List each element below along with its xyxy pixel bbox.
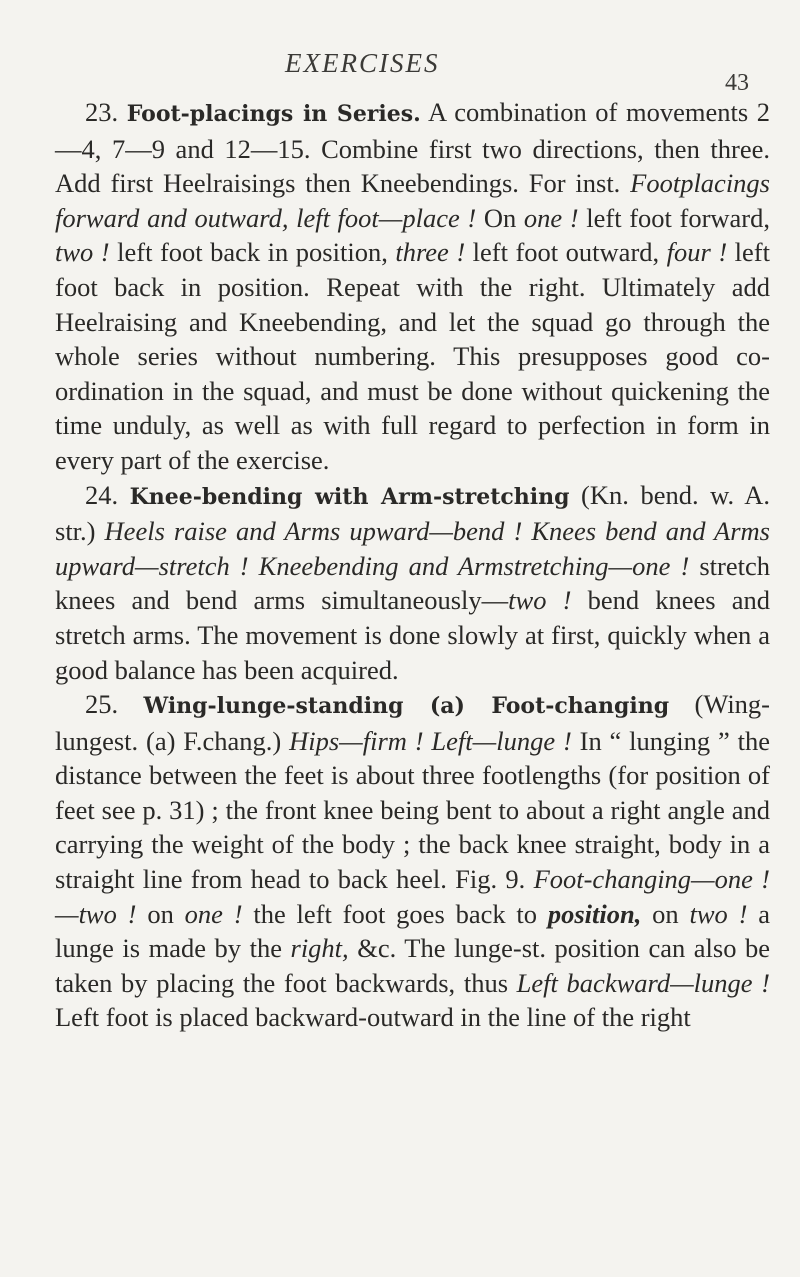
text-run: (Kn. bend. w. A. str.) <box>55 479 771 547</box>
text-run: the left foot goes back to <box>242 898 548 929</box>
text-run: A combination of movements 2—4, 7—9 and 12—15. Combine first two directions, then three. Add first Heelraisings then Kneebendings. For inst. <box>55 97 771 199</box>
text-run: on <box>136 898 185 929</box>
text-run: three ! <box>395 237 466 268</box>
text-run: a lunge is made by the <box>55 898 771 964</box>
running-title: EXERCISES <box>285 48 440 78</box>
text-run: On <box>476 202 524 233</box>
text-run: right, <box>290 933 349 964</box>
text-run: Footplacings forward and outward, left foot—place ! <box>55 168 770 233</box>
text-run: left foot back in position, <box>109 237 396 268</box>
exercise-number: 25. <box>85 689 144 720</box>
text-run: on <box>641 898 690 929</box>
text-run: four ! <box>666 237 728 268</box>
paragraph-exercise-23 <box>55 95 770 478</box>
paragraph-exercise-24 <box>55 478 770 688</box>
exercise-heading: Foot-placings in Series. <box>126 101 421 127</box>
text-run: left foot back in position. Repeat with the right. Ultimately add Heelraising and Kneebending, and let the squad go through the whole series without numbering. This presupposes good co-ordination in the squad, and must be done without quickening the time unduly, as well as with full regard to perfection in form in every part of the exercise. <box>55 237 770 475</box>
text-run: Left foot is placed backward-outward in the line of the right <box>55 1002 691 1033</box>
exercise-heading: Knee-bending with Arm-stretching <box>129 483 570 510</box>
text-run: position, <box>547 898 642 929</box>
body-text <box>55 95 770 1035</box>
text-run: In “ lunging ” the distance between the feet is about three footlengths (for position of feet see p. 31) ; the front knee being bent to about a right angle and carrying the weight of the body ; the back knee straight, body in a straight line from head to back heel. Fig. 9. <box>55 725 770 895</box>
text-run: left foot outward, <box>465 237 667 268</box>
text-run: bend knees and stretch arms. The movement is done slowly at first, quickly when a good balance has been acquired. <box>55 585 770 685</box>
text-run: two ! <box>508 585 572 616</box>
text-run: (Wing-lungest. (a) F.chang.) <box>55 689 771 756</box>
text-run: Left backward—lunge ! <box>516 967 771 998</box>
text-run: left foot forward, <box>578 202 771 233</box>
exercise-heading: Wing-lunge-standing (a) Foot-changing <box>143 693 670 720</box>
text-run: Heels raise and Arms upward—bend ! Knees bend and Arms upward—stretch ! Kneebending and Armstretching—one ! <box>55 516 770 581</box>
exercise-number: 23. <box>85 97 127 127</box>
text-run: two ! <box>689 898 748 929</box>
text-run: Foot-changing—one !—two ! <box>55 864 770 929</box>
text-run: one ! <box>523 202 579 233</box>
paragraph-exercise-25 <box>55 687 770 1035</box>
text-run: Hips—firm ! Left—lunge ! <box>289 725 572 756</box>
text-run: &c. The lunge-st. position can also be taken by placing the foot backwards, thus <box>55 933 771 998</box>
running-head <box>0 48 800 96</box>
text-run: two ! <box>55 237 110 268</box>
text-run: one ! <box>184 898 243 929</box>
page-number: 43 <box>725 70 749 96</box>
text-run: stretch knees and bend arms simultaneously— <box>55 550 771 616</box>
exercise-number: 24. <box>85 479 130 510</box>
